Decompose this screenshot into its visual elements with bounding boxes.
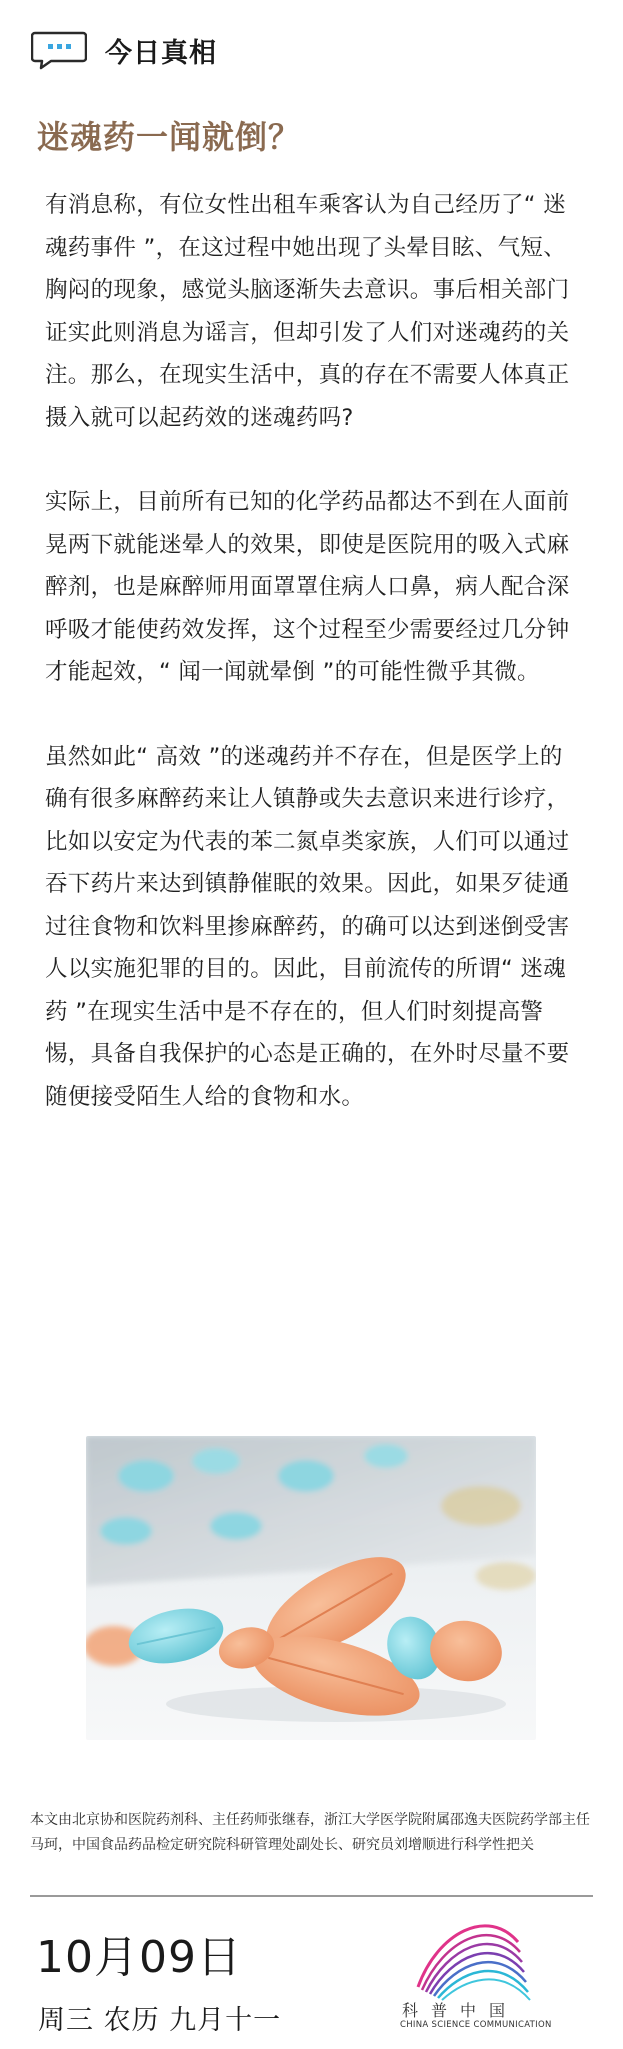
article-headline: 迷魂药一闻就倒？ (37, 118, 302, 156)
chat-bubble-icon (31, 30, 87, 70)
article-paragraph: 虽然如此“ 高效 ”的迷魂药并不存在，但是医学上的确有很多麻醉药来让人镇静或失去意识来进行诊疗，比如以安定为代表的苯二氮卓类家族，人们可以通过吞下药片来达到镇静催眠的效果。因此，如果歹徒通过往食物和饮料里掺麻醉药，的确可以达到迷倒受害人以实施犯罪的目的。因此，目前流传的所谓“ 迷魂药 ”在现实生活中是不存在的，但人们时刻提高警惕，具备自我保护的心态是正确的，在外时尽量不要随便接受陌生人给的食物和水。 (45, 743, 570, 1110)
section-title: 今日真相 (105, 37, 217, 69)
header (31, 28, 217, 72)
kepu-china-logo (398, 1912, 598, 2032)
kepu-logo-icon (398, 1912, 598, 2002)
article-body (45, 184, 575, 1160)
review-credit: 本文由北京协和医院药剂科、主任药师张继春，浙江大学医学院附属邵逸夫医院药学部主任马珂，中国食品药品检定研究院科研管理处副处长、研究员刘增顺进行科学性把关 (30, 1812, 590, 1853)
lunar-date: 周三 农历 九月十一 (38, 2005, 282, 2036)
brand-name-en: CHINA SCIENCE COMMUNICATION (400, 2020, 552, 2030)
article-paragraph: 实际上，目前所有已知的化学药品都达不到在人面前晃两下就能迷晕人的效果，即使是医院用的吸入式麻醉剂，也是麻醉师用面罩罩住病人口鼻，病人配合深呼吸才能使药效发挥，这个过程至少需要经过几分钟才能起效，“ 闻一闻就晕倒 ”的可能性微乎其微。 (45, 489, 570, 685)
divider (30, 1895, 593, 1897)
pills-photo (86, 1436, 536, 1740)
brand-name-cn: 科普中国 (402, 2001, 519, 2020)
date: 10月09日 (36, 1932, 242, 1983)
article-paragraph: 有消息称，有位女性出租车乘客认为自己经历了“ 迷魂药事件 ”，在这过程中她出现了头晕目眩、气短、胸闷的现象，感觉头脑逐渐失去意识。事后相关部门证实此则消息为谣言，但却引发了人们对迷魂药的关注。那么，在现实生活中，真的存在不需要人体真正摄入就可以起药效的迷魂药吗? (45, 192, 570, 431)
